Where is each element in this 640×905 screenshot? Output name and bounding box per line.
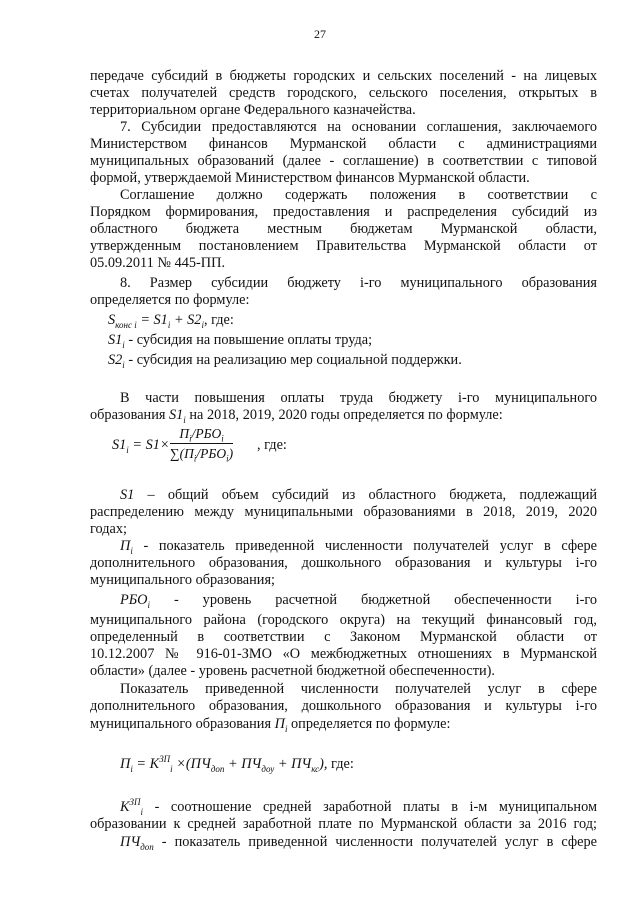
- text-line: $РБО_i$ - уровень расчетной бюджетной обеспеченности i-го: [120, 592, 598, 610]
- text-line: S1 – общий объем субсидий из областного бюджета, подлежащий: [120, 487, 598, 503]
- formula-s1-tail: , где:: [257, 437, 287, 453]
- text-line: муниципального образования $П_i$ определяется по формуле:: [90, 716, 451, 734]
- text-line: Порядком формирования, предоставления и распределения субсидий из: [90, 204, 597, 220]
- text-line: муниципального образования;: [90, 572, 275, 588]
- text-line: дополнительного образования, дошкольного образования и культуры i-го: [90, 555, 597, 571]
- text-line: муниципального района (городского округа) на текущий финансовый год,: [90, 612, 597, 628]
- text-line: муниципальных образований (далее - соглашение) в соответствии с типовой: [90, 153, 597, 169]
- text-line: Показатель приведенной численности получателей услуг в сфере: [120, 681, 597, 697]
- text-line: Министерством финансов Мурманской области с администрациями: [90, 136, 597, 152]
- text-line: формой, утверждаемой Министерством финансов Мурманской области.: [90, 170, 530, 186]
- text-line: распределению между муниципальными образованиями в 2018, 2019, 2020: [90, 504, 597, 520]
- formula-p: $П_i = K^{ЗП}_i \times(ПЧ_{доп} + ПЧ_{доу} + ПЧ_{кс})$, где:: [120, 754, 354, 774]
- text-line: образования $S1_i$ на 2018, 2019, 2020 годы определяется по формуле:: [90, 407, 503, 425]
- text-line: В части повышения оплаты труда бюджету i-го муниципального: [120, 390, 597, 406]
- text-line: определенный в соответствии с Законом Мурманской области от: [90, 629, 597, 645]
- text-line: 05.09.2011 № 445-ПП.: [90, 255, 226, 271]
- definition-s1: $S1_i$ - субсидия на повышение оплаты труда;: [108, 332, 373, 350]
- text-line: территориальном органе Федерального казначейства.: [90, 102, 416, 118]
- text-line: счетах получателей средств городского, сельского поселения, открытых в: [90, 85, 597, 101]
- formula-s1-lhs: $S1_i = S1\times$: [112, 437, 170, 455]
- text-line: области» (далее - уровень расчетной бюджетной обеспеченности).: [90, 663, 495, 679]
- text-line: $ПЧ_{доп}$ - показатель приведенной численности получателей услуг в сфере: [120, 834, 597, 852]
- text-line: $П_i$ - показатель приведенной численности получателей услуг в сфере: [120, 538, 597, 556]
- text-line: образовании к средней заработной плате по Мурманской области за 2016 год;: [90, 816, 597, 832]
- formula-s1-fraction: $П_i/РБО_i$ $\sum(П_i/РБО_i)$: [170, 426, 234, 464]
- text-line: $K^{ЗП}_i$ - соотношение средней заработной платы в i-м муниципальном: [120, 797, 598, 817]
- text-line: передаче субсидий в бюджеты городских и сельских поселений - на лицевых: [90, 68, 597, 84]
- text-line: дополнительного образования, дошкольного образования и культуры i-го: [90, 698, 597, 714]
- text-line: Соглашение должно содержать положения в соответствии с: [120, 187, 597, 203]
- text-line: областного бюджета местным бюджетам Мурманской области,: [90, 221, 597, 237]
- text-line: годах;: [90, 521, 127, 537]
- definition-s2: $S2_i$ - субсидия на реализацию мер социальной поддержки.: [108, 352, 462, 370]
- page-number: 27: [314, 27, 326, 41]
- text-line: определяется по формуле:: [90, 292, 250, 308]
- text-line: 10.12.2007 № 916-01-ЗМО «О межбюджетных отношениях в Мурманской: [90, 646, 597, 662]
- text-line: 8. Размер субсидии бюджету i-го муниципального образования: [120, 275, 597, 291]
- text-line: 7. Субсидии предоставляются на основании соглашения, заключаемого: [120, 119, 597, 135]
- formula-subsidy-total: $S_{конс i} = S1_i + S2_i$, где:: [108, 312, 234, 330]
- text-line: утвержденным постановлением Правительства Мурманской области от: [90, 238, 597, 254]
